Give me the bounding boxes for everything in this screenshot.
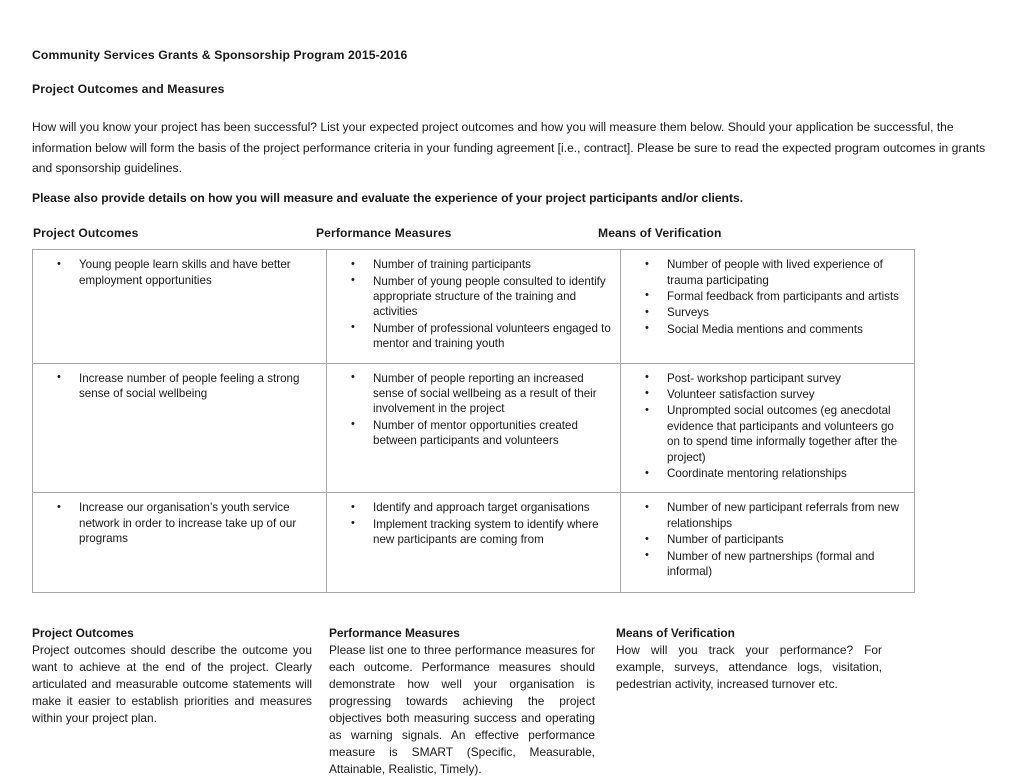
table-row: [33, 363, 915, 493]
cell-verification-row2: [621, 363, 915, 493]
list-item: • Number of training participants: [373, 257, 614, 272]
guidance-section: [32, 625, 912, 777]
guidance-body: Please list one to three performance measures for each outcome. Performance measures should demonstrate how well your organisation is progressing towards achieving the project objectives both measuring success and operating as warning signals. An effective performance measure is SMART (Specific, Measurable, Attainable, Realistic, Timely).: [329, 643, 595, 776]
cell-measures-row3: [327, 493, 621, 593]
list-item: • Number of new participant referrals from new relationships: [667, 500, 908, 531]
guidance-column-project-outcomes: [32, 625, 312, 777]
bullet-list: [627, 500, 908, 579]
intro-paragraph: How will you know your project has been successful? List your expected project outcomes and how you will measure them below. Should your application be successful, the information below will form the basis of the project performance criteria in your funding agreement [i.e., contract]. Please be sure to read the expected program outcomes in grants and sponsorship guidelines.: [32, 120, 986, 175]
list-item: • Number of people with lived experience of trauma participating: [667, 257, 908, 288]
cell-measures-row1: [327, 250, 621, 363]
cell-outcomes-row1: [33, 250, 327, 363]
list-item: • Number of young people consulted to identify appropriate structure of the training and activities: [373, 274, 614, 320]
list-item: • Increase our organisation’s youth service network in order to increase take up of our programs: [79, 500, 320, 546]
cell-outcomes-row3: [33, 493, 327, 593]
table-column-headers: [32, 226, 876, 240]
bullet-list: [627, 371, 908, 482]
cell-measures-row2: [327, 363, 621, 493]
table-row: [33, 250, 915, 363]
bullet-list: [333, 371, 614, 449]
bullet-list: [39, 371, 320, 402]
bullet-list: [39, 257, 320, 288]
document-subtitle: Project Outcomes and Measures: [32, 81, 225, 96]
list-item: • Unprompted social outcomes (eg anecdotal evidence that participants and volunteers go on to spend time informally together after the project): [667, 403, 908, 465]
list-item: • Number of people reporting an increased sense of social wellbeing as a result of their involvement in the project: [373, 371, 614, 417]
list-item: • Formal feedback from participants and artists: [667, 289, 908, 304]
list-item: • Coordinate mentoring relationships: [667, 466, 908, 481]
guidance-title: Means of Verification: [616, 626, 735, 641]
guidance-column-means-of-verification: [616, 625, 882, 777]
table-row: [33, 493, 915, 593]
list-item: • Young people learn skills and have better employment opportunities: [79, 257, 320, 288]
bullet-list: [39, 500, 320, 546]
guidance-column-performance-measures: [329, 625, 595, 777]
bullet-list: [333, 500, 614, 547]
bullet-list: [627, 257, 908, 337]
list-item: • Number of professional volunteers engaged to mentor and training youth: [373, 321, 614, 352]
list-item: • Increase number of people feeling a strong sense of social wellbeing: [79, 371, 320, 402]
bullet-list: [333, 257, 614, 351]
list-item: • Number of new partnerships (formal and informal): [667, 549, 908, 580]
list-item: • Surveys: [667, 305, 908, 320]
guidance-title: Performance Measures: [329, 626, 460, 641]
guidance-title: Project Outcomes: [32, 626, 134, 641]
list-item: • Implement tracking system to identify where new participants are coming from: [373, 517, 614, 548]
outcomes-table: [32, 249, 915, 593]
list-item: • Social Media mentions and comments: [667, 322, 908, 337]
column-header-means-of-verification: Means of Verification: [598, 226, 722, 241]
guidance-body: How will you track your performance? For example, surveys, attendance logs, visitation, pedestrian activity, increased turnover etc.: [616, 643, 882, 692]
list-item: • Identify and approach target organisations: [373, 500, 614, 515]
document-title: Community Services Grants & Sponsorship Program 2015-2016: [32, 48, 408, 62]
list-item: • Number of participants: [667, 532, 908, 547]
emphasis-instruction: Please also provide details on how you will measure and evaluate the experience of your project participants and/or clients.: [32, 191, 744, 206]
cell-verification-row3: [621, 493, 915, 593]
guidance-body: Project outcomes should describe the outcome you want to achieve at the end of the project. Clearly articulated and measurable outcome statements will make it easier to establish priorities and measures within your project plan.: [32, 643, 312, 726]
column-header-project-outcomes: Project Outcomes: [33, 226, 139, 241]
list-item: • Volunteer satisfaction survey: [667, 387, 908, 402]
cell-verification-row1: [621, 250, 915, 363]
list-item: • Post- workshop participant survey: [667, 371, 908, 386]
cell-outcomes-row2: [33, 363, 327, 493]
list-item: • Number of mentor opportunities created between participants and volunteers: [373, 418, 614, 449]
column-header-performance-measures: Performance Measures: [316, 226, 452, 241]
